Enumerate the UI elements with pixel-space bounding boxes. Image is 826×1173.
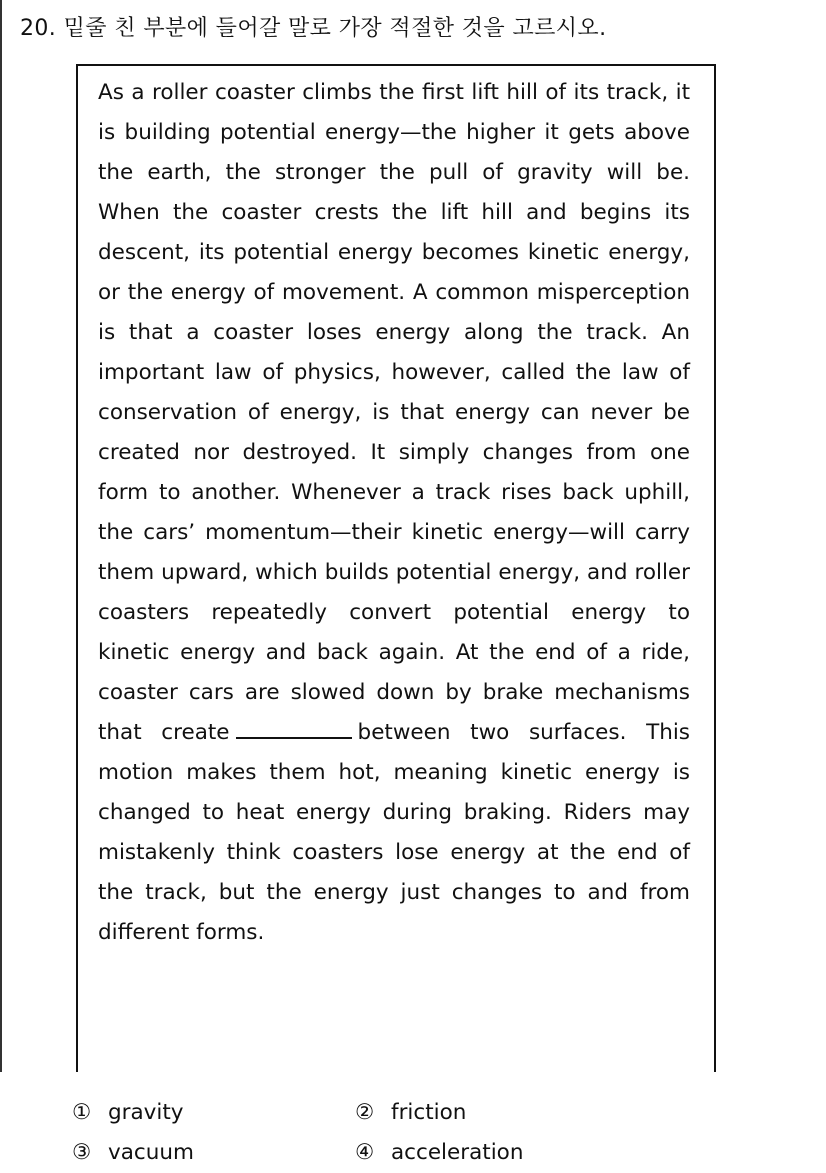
option-4[interactable] [355,1133,523,1173]
passage-text [98,73,690,953]
option-1-marker: ① [72,1100,92,1125]
option-2-marker: ② [355,1100,375,1125]
option-1[interactable] [72,1093,184,1133]
option-4-marker: ④ [355,1140,375,1165]
option-2[interactable] [355,1093,466,1133]
question-number: 20. [20,16,57,41]
option-3-text: vacuum [108,1140,194,1165]
passage-after-blank: between two surfaces. This motion makes them hot, meaning kinetic energy is changed to heat energy during braking. Riders may mistakenly think coasters lose energy at the end of the track, but the energy just changes to and from different forms. [98,720,690,945]
answer-blank [236,717,352,739]
option-2-text: friction [391,1100,467,1125]
option-1-text: gravity [108,1100,184,1125]
option-4-text: acceleration [391,1140,524,1165]
passage-before-blank: As a roller coaster climbs the first lift hill of its track, it is building potential energy—the higher it gets above the earth, the stronger the pull of gravity will be. When the coaster crests the lift hill and begins its descent, its potential energy becomes kinetic energy, or the energy of movement. A common misperception is that a coaster loses energy along the track. An important law of physics, however, called the law of conservation of energy, is that energy can never be created nor destroyed. It simply changes from one form to another. Whenever a track rises back uphill, the cars’ momentum—their kinetic energy—will carry them upward, which builds potential energy, and roller coasters repeatedly convert potential energy to kinetic energy and back again. At the end of a ride, coaster cars are slowed down by brake mechanisms that create [98,80,690,745]
option-3[interactable] [72,1133,194,1173]
left-margin-rule [0,0,2,1072]
question-header [20,12,606,46]
option-3-marker: ③ [72,1140,92,1165]
question-prompt: 밑줄 친 부분에 들어갈 말로 가장 적절한 것을 고르시오. [63,16,607,41]
